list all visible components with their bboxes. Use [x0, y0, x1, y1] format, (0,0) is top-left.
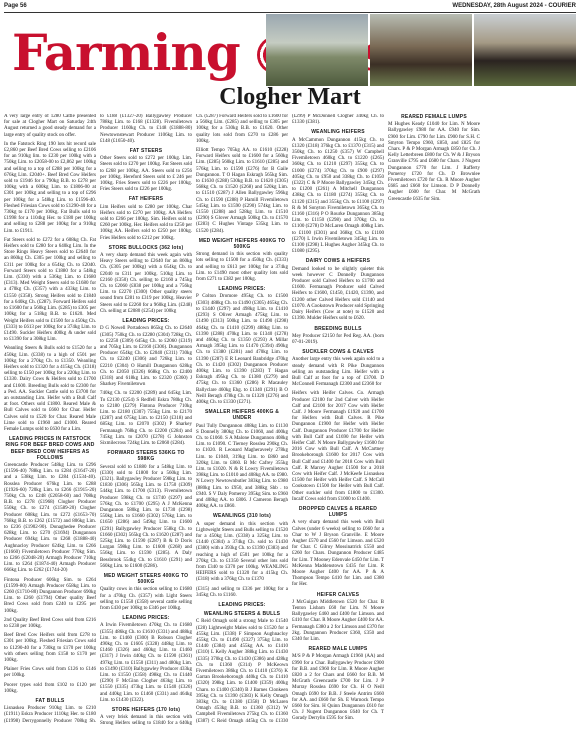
body-paragraph: Fat Steers sold to £272 for a 608kg Ch. Fat Heifers sold to £280 for a 640kg Lim. In the Store Rings Heavy Steers sold to £2640 for an 860kg Ch. £305 per 100kg and selling to £311 per 100kg for a 654kg Ch. to £2040. Forward Steers sold to £1880 for a 548kg Lim. (£330) with a 536kg Lim. to £1680 (£313). Med Weight Steers sold to £1680 for a 470kg Ch. (£357) with a 433kg Lim. to £1550 (£358). Strong Heifers sold to £1840 for a 640kg Ch. (£287). Forward Heifers sold to £1600 for a 560kg Lim. (£285) to £305 per 100kg for a 518kg B.B. to £1620. Med Weight Heifers sold to £1500 for a 450kg Ch. (£333) to £613 per 100kg for a 374kg Lim. to £1490. Suckler Heifers 400kg & under sold to £1390 for a 308kg Lim. — [4, 237, 96, 343]
body-paragraph: A very large entry of 1280 Cattle presented for sale at Clogher Mart on Saturday 24th August returned a good steady demand for a large entry of quality stock on offer. — [4, 114, 96, 138]
section-heading: STORE BULLOCKS (362 lots) — [108, 244, 184, 251]
body-paragraph: Fintona Producer 606kg Sim. to £264 (£1599-80) Armagh Producer 658kg Lim. to £260 (£1710-80) Dungannon Producer 690kg Lim. to £260 (£1794) Other quality Beef Bred Cows sold from £240 to £295 per 100kg. — [4, 577, 96, 614]
body-paragraph: M Hughes Keady £1040 for Lim. N Moore Ballygawley £980 for AA. £940 for Sim. £900 for Lim. £790 for Lim. £900 for S.H. C Smyton Tempo £960, £850, and £825 for Chars. P & P Morgan Armagh £850 for Ch. J Kelly Letterbreen £800 for Ch. W & J Bryson Granville £795 and £680 for Chars. J Nugent Dungannon £770 for Lim. J Rafferty Pomeroy £720 for Ch. D Brownlee Fivemiletown £720 for Ch. R Moore Augher £685 and £660 for Limson. D P Donnelly Augher £600 for Char. M McGrath Greencastle £635 for Sim. — [388, 122, 480, 202]
page-number: Page 56 — [4, 3, 27, 9]
body-paragraph: Greencastle Producer 548kg Lim. to £296 (£1596-40) 788kg Lim. to £284 (£1647-20) and a 538kg Lim. to £284 (£1534-40). Rosslea Producer 676kg Lim. to £288 (£1926-60) 720kg Lim. to £266 (£1915-20) 750kg Ch. to £248 (£2058-60) and 708kg B.B. to £278 (£1968) Clogher Producer 550kg Ch. to £274 (£1589-20) Clogher Producer 608kg Lim. to £272 (£1653-70) 768kg B.B. to £262 (£1572) and 806kg Lim. to £236 (£1902-90). Donaghedee Producer 628kg Lim. to £270 (£1694) Dungannon Producer 694kg Lim. to £268 (£1888-40) Aughnacloy Producer 624kg Lim. to £266 (£1660) Fivemiletown Producer 770kg Sim. to £266 (£2048-20) Armagh Producer 710kg Lim. to £264 (£1874-40) Armagh Producer 666kg Lim. to £262 (£1744-20) — [4, 462, 96, 574]
section-heading: WEANLING STEERS & BULLS — [203, 611, 281, 618]
section-heading: LEADING PRICES: — [122, 615, 170, 622]
body-paragraph: D G Nowell Portadown 865kg Ch. to £2640 (£305) 750kg Ch. to £2280 (£304) 728kg Ch. to £2250 (£309) 645kg Ch. to £2060 (£319) and 705kg Lim. to £2160 (£306). Dungannon Producer 654kg Ch. to £2040 (£311) 730kg Ch. to £2240 (£306) and 726kg Lim. to £2210 (£304) O Hamill Dungannon 628kg Ch. to £2050 (£326) 668kg Ch. to £2400 (£318) and 618kg Lim. to £2320 (£360) J Sharkey Fivemiletown — [100, 326, 192, 388]
body-paragraph: P Colton Dromore 495kg Ch. to £1500 (£303) 488kg Ch. to £1490 (£305) 465kg Ch. to £1440 (£297) and 498kg Lim. to £1410 (£293) S Oliver Armagh 475kg Lim. to £1490 (£313) 500kg Lim. to £1490 (£298) 464kg Ch. to £1410 (£299) 488kg Lim. to £1390 (£288) 470kg Lim. to £1340 (£278) and 460kg Ch. to £1350 (£293) A Millar Armagh 395kg Lim. to £1470 (£394) 490kg Ch. to £1380 (£281) and 470kg Lim. to £1390 (£287) E R Leonard Banbridge 470kg Ch. to £1420 (£302) Dungannon Producer 400kg Lim. to £1390 (£283) T Hagan Eskragh 495kg Ch. to £1380 (£279) and 475kg Ch. to £1360 (£286) R Macauley Ballyclare 460kg Ehg. to £1340 (£291) B O Neill Beragh 478kg Ch. to £1320 (£276) and 400kg Ch. to £1330 (£271). — [196, 294, 288, 405]
article-headline: Clogher Mart — [219, 84, 361, 110]
body-paragraph: Another large entry this week again sold to a steady demand with R Pike Dungannon selling an outstanding Lim. Heifer with a Bull Calf at foot for a top of £3700. D McConnell Fermanagh £2300 and £2360 for — [292, 357, 384, 388]
body-paragraph: M/S P & P Morgan Armagh £1960 (AA) and £990 for a Char. Ballygawley Producer £900 for B.B. and £960 for Lim. R Moore Augher £820 a 2 for Chars and £660 for B.B. M McGrath Greencastle £700 for Lim. J P Murray Rosslea £690 for Ch. H O Neill Omagh £690 for B.B. J Steele Antrim £660 for AA. and £660 for Sh. E Warnock Tempo £660 for Sim. H Quinn Dungannon £610 for Ch. J Nugent Dungannon £640 for Ch. T Gorady Derrylin £595 for Sim. — [292, 654, 384, 722]
body-paragraph: Beef Bred Cow Heifers sold from £278 to £301 per 100kg. Fleshed Friesian Cows sold to £1290-40 for a 730kg to £170 per 100kg with others selling from £158 to £170 per 100kg. — [4, 633, 96, 664]
body-paragraph: Other Steers sold to £272 per 100kg. Lim. Steers sold to £270 per 100kg. Fat Steers sold to £268 per 100kg. AA. Steers sold to £256 per 100kg. Hereford Steers sold to £ 246 per 100kg. Fries Steers sold to £226 per 100kg. Fries Steers sold to £226 per 100kg. — [100, 156, 192, 193]
body-paragraph: A very brisk demand in this section with Strong Heifers selling to £1840 for a 640kg Ch. (£287) Forward Heifers sold to £1600 for a 560kg Lim. (£285) and selling to £305 per 100kg for a 530kg B.B. to £1620. Other quality lots sold from £270 to £286 per 100kg. — [100, 114, 288, 727]
body-paragraph: Several sold to £1880 for a 548kg Lim. to (£330) sold to £1800 for a 560kg Lim. (£321). Ballygawley Producer 598kg Lim. to £1830 (£306) 565kg Lim. to £1750 (£309) 544kg Lim. to £1700 (£313). Fivemiletown Producer 598kg Ch. to £1740 (£297) and 576kg Ch. to £1700 (£295) A J McKenna Dungannon 580kg Lim. to £1730 (£298) 550kg Lim. to £1660 (£302) 576kg Lim. to £1650 (£286) and 549kg Lim. to £1600 (£291) Ballygawley Producer 558kg Ch. to £1660 (£302) 565kg Ch. to £1620 (£287) and 525kg Lim. to £1590 (£287) B & D Doris Lurgan 598kg Lim. to £1600 (£268) and 556kg Lim. to £1590 (£285). A Daly Bessbrook 554kg Ch. to £1610 (£291) and 560kg Lim. to £1600 (£286). — [100, 464, 192, 569]
body-paragraph: J McGuigan Middletown £520 for Char. B Tenton Lisbarn £60 for Lim. N Moore Ballygawley £460 and £400 for Limson. and £410 for Char. R Moore Augher £400 for AA. Fermanagh £380 a 2 for Limson and £370 for 2kg. Dungannon Producer £360, £350 and £340 for Lim. — [292, 599, 384, 643]
section-heading: LEADING PRICES: — [122, 318, 170, 325]
section-heading: DROPPED CALVES & REARED LUMPS — [298, 505, 378, 519]
body-paragraph: Mey Producer £2150 for Ped Reg. AA. (born 07-01-2019). — [292, 333, 384, 345]
body-paragraph: A super demand in this section with Lightweight Steers and Bulls selling to £1520 for a 450kg Lim. (£338) a 325kg Lim. to £1440 (£384) a 374kg Ch. sold to £1430 (£380) with a 393kg Ch. to £1390 (£383) and reaching a high of £501 per 100kg for a 270kg Ch. to £1350 Several other lots sold from £340 to £370 per 100kg. WEANLING HEIFERS sold to £1320 for a 415kg Ch. (£318) with a 376kg Ch. to £1370 — [196, 521, 288, 583]
section-heading: DAIRY COWS & HEIFERS — [305, 258, 371, 265]
cattle-photo — [266, 14, 368, 86]
section-heading: FAT HEIFERS — [128, 196, 164, 203]
body-paragraph: 740kg Ch. to £2200 (£289) and 645kg Lim. To £2130 (£254) S Redfell Eskra 780kg Ch. to £2180 (£279) Fintona Producer 710kg Lim. to £2180 (£307) 755kg Lim. to £2170 (£287) and 675kg Lim. to £2150 (£318) and 685kg Lim. to £2070 (£302) P Sharkey Fermanagh 768kg Ch. to £2200 (£284) and 745kg Lim. to £2070 (£278) G Johnston Sixmilecross 724kg Lim. to £2060 (£284). — [100, 391, 192, 446]
section-heading: MED WEIGHT STEERS 400KG TO 500KG — [103, 573, 189, 586]
body-paragraph: A very sharp demand this week with Bull Calves (under 6 weeks) selling to £660 for a Char to W J Bryson Granville. E Moore Augher £570 and £560 for Limson. and £520 for Char. C Gilroy Mossinatrick £550 and £260 for Chars. Dungannon Producer £485 for Lim. T Mooney Edenvale £450 for Lim. T McKenna Maddenstown £435 for Lim. R Moore Augher £400 for AA. P & A Thompson Tempo £410 for Lim. and £380 for Her. — [292, 520, 384, 588]
section-heading: FAT STEERS — [129, 148, 163, 155]
body-paragraph: A McCammon Dungannon 415kg Ch. to £1320 (£318) 376kg Ch. to £1370 (£315) and 350kg Ch. to £1250 (£357) W Campbell Fivemiletown 460kg Ch. to £1220 (£265) 360kg Ch. to £1210 (£297) 355kg Ch. to £1000 (£274) 370kg Ch. to £900 (£297) 405kg Ch. to £950 and 338kg Ch. to £1050 (£322) C & P Moore Ballygawley 345kg Ch. to £1200 (£261) A Mitchell Dungannon 438kg Ch. to £1180 (£274) 355kg Ch. to £1120 (£315) and 355kg Ch. to £1100 (£297) R & M Sonyton Fivemiletown 365kg Ch. to £1160 (£316) P O Rourke Dungannon 385kg Lim. to £1150 (£298) and 370kg Ch. to £1100 (£278) D McLaren Omagh 408kg Lim. to £1100 (£301) and 368kg Ch. to £1100 (£270) L Irwin Fivemiletown 345kg Lim. to £1100 (£298) L Hughes Augher 345kg Ch. to £1080 (£295). — [292, 137, 384, 255]
section-heading: HEIFER CALVES — [316, 591, 360, 598]
body-paragraph: In the Fatstock Ring 190 lots hit record sale £2,860 per Beef Bred Cows selling to £2106 for an 910kg lim. to £230 per 100kg with a 750kg Lim. to £2058-00 to £2,862 per 100kg and selling to a top of £288 per 100kg for a 676kg Lim. £2040+. Beef Bred Cow Heifers sold to £1946 for a 790kg B.B. to £278 per 100kg with a 600kg Lim. to £1806-00 at £301 per 100kg and selling to a top of £296 per 100kg for a 548kg Lim. to £1596-40. Fleshed Friesian Cows sold to £1290-40 for a 730kg to £170 per 100kg. Fat Bulls sold to £1998 for a 1104kg Her. to £180 per 100kg and selling to £288 per 100kg for a 910kg Lim. to £1911. — [4, 141, 96, 234]
section-heading: SUCKLER COWS & CALVES — [302, 349, 374, 356]
section-heading: REARED FEMALE LUMPS — [401, 114, 467, 120]
page-header — [4, 3, 576, 13]
body-paragraph: Paul Tully Dungannon 408kg Lim. to £1130 S Donnelly 380kg Ch. to £1060, and 400kg Ch. to £1060. S A Malone Dungannon 408kg Lim. to £1090. C Tierney Rosslea 290kg Ch. to £1020. R Leonard Magheraveely 278kg Lim. to £1040, 319kg Lim. to £860 and 320kg Lim. to £860. B Mc Cafrey 355kg Lim. to £1020. N & R Lowry Fivemiletown 398kg Lim. to £1010 and 408kg AA. to £980. N Lowry Newtownbutler 383kg Lim. to £980 (880kg Lim. to £950, and 388kg Shb . to £940. S V Daly Pomeroy 395kg Sim. to £960 and 408kg AA. to £806. J Cameron Beragh 400kg AA. to £860. — [196, 423, 288, 510]
body-paragraph: (£315) and selling to £336 per 100kg for a 345kg Ch. to £1160. — [196, 586, 288, 598]
section-heading: REARED MALE LUMPS — [308, 646, 368, 653]
section-heading: FORWARD STEERS 536KG TO 598KG — [107, 450, 185, 463]
body-paragraph: A Irwin Fivemiletown 470kg Ch. to £1680 (£355) 486kg Ch. to £1610 (£331) and 488kg Lim. to £1460 (£300) B Robson Clogher 490kg Ch. to £1605 (£328) 448kg Lim. to £1460 (£326) and 460kg Lim. to £1460 (£317) J Irwin 440kg Ch. to £1590 (£361) 497kg Lim. to £1550 (£311) and 480kg Lim. to £1490 (£310) Ballygawley Producer 433kg Lim. to £1550 (£358) 498kg Ch. to £1440 (£290) F McGinn Clogher 463kg Lim. to £1550 (£335) 473kg Lim. to £1540 (£326) and 440kg Lim. to £1460 (£331) and 464kg Lim. to £1430 (£322). — [100, 623, 192, 703]
body-paragraph: Quality cows in this section selling to £1680 for a 470kg Ch. (£357) with Light Steers selling to £1550 (£358) several cattle selling from £430 per 100kg to £346 per 100kg. — [100, 587, 192, 612]
body-paragraph: Plainer Fries Cows sold from £126 to £146 per 100kg. — [4, 667, 96, 679]
cattle-photo — [474, 14, 576, 86]
section-heading: WEANLINGS (310 lots) — [213, 513, 271, 520]
section-heading: MED WEIGHT HEIFERS 400KG TO 500KG — [198, 237, 286, 251]
section-heading: WEANLING HEIFERS — [311, 129, 365, 136]
section-heading: LEADING PRICES: — [218, 602, 266, 609]
body-paragraph: Weanling Steers & Bulls sold to £1520 for a 450kg Lim. (£338) to a high of £501 per 100kg for a 270kg Ch. to £1350. Weanling Heifers sold to £1320 for a 415kg Ch. (£318) selling to £150 per 100kg for a 220kg Lim. to £1330. Dairy Cows & Heifers sold to £1700 and £1600. Breeding Bulls sold to £2300 for a Ped. AA. Suckler Cattle sold to £3700 for an outstanding Lim. Heifer with a Bull Calf at foot. Others sold £1800. Reared Male & Bull Calves sold to £660 for Char. Heifer Calves sold to £520 for Char. Reared Male Lime sold to £1960 and £1000. Reared Female Lumps sold to £630 for a Lim. — [4, 346, 96, 432]
section-heading: STORE HEIFERS (170 lots) — [111, 707, 181, 714]
body-paragraph: Demand looked to be slightly quieter this week however C Donnelly Dungannon Producer sold Calved Heifers to £1700 and £1600. Fermanagh Producer sold Calved Heifers to £1600, £1450, £1420, £1390, and £1200 other Calved Heifers sold £1140 and £1070. A Cookstown Producer sold Springing Dairy Heifers (Cow at note) to £1520 and £1390. Mulder Heifers sold to £620. — [292, 266, 384, 322]
body-paragraph: Heifers with Heifer Calves. Co. Armagh Producer £2100 for 2nd Calver with Heifer Calf and £2100 for 2017 Cow with Heifer Calf. J Moore Fermanagh £1920 and £1700 for Heifers with Bull Calves. R Pike Dungannon £1900 for Heifer with Heifer Calf. Dungannon Producer £1700 for Heifer with Bull Calf and £1690 for Heifer with Heifer Calf. N Moore Ballygawley £1600 for 2016 Cow with Bull Calf. A McCartney Brookeborough £1600 for 2017 Cow with Bull Calf and £1400 for 2018 Cow with Bull Calf. R Marcey Augher £1500 for a 2018 Cow with Heifer Calf. J McKeefe Lisnaskea £1500 for Heifer with Heifer Calf. S McCall Cookstown £1500 for Heifer with Bull Calf. Other suckler sold from £1800 to £1300. Incalf Cows sold from £1000 to £1400. — [292, 391, 384, 502]
body-paragraph: C Reid Omagh sold a strong Male to £1540 (£28) Lightweight Males sold to £1520 for a 455kg Lim. (£338) F Simpson Aughnacloy 455kg Ch. to £1490 (£327) 375kg Lim. to £1440 (£384) and 455kg AA. to £1410 (£310) L Kelly Augher 388kg Lim. to £1430 (£335) 370kg Ch. to £1430 (£386) and 428kg Ch. to £1360 (£314) P McKeown Fivemiletown 386kg Ch. to £1410 (£376) K Garran Brookeborough 440kg Ch. to £1410 (£320) 398kg Lim. to £1400 (£359) 400kg Charo. to £1400 (£340) B J Barnes Clonkeen 395kg Ch. to £1390 (£383) K Kelly Omagh 383kg Ch. to £1380 (£358) D McLaren Omagh 453kg B.B. to £1360 (£312) W Campbell Fivemiletown 275kg Ch. to £1360 (£387) C Reid Omagh 445kg Ch. to £1330 (£299) P McDonnell Clogher 340kg Ch. to £1330 (£381). — [196, 114, 384, 724]
section-heading: FAT BULLS — [35, 698, 65, 705]
body-paragraph: Poorer types sold from £102 to £120 per 100kg. — [4, 682, 96, 694]
body-paragraph: Elliott Tempo 705kg AA. to £1610 (£228) Forward Heifers sold to £1600 for a 560kg Lim. (£285) 560kg Lim. to £1610 (£285) and 576kg Lim. to £1590 (£276) for B Gaile Dungannon. T O Hagan Eskragh 565kg Sim. to £1630 (£288) 530kg B.B. to £1620 (£305) 568kg Ch. to £1520 (£268) and 520kg Lim. to £1510 (£287) J Allen Ballygawley 596kg Ch. to £1590 (£288) P Hamill Fivemiletown 545kg Lim. to £1590 (£290) 574kg Lim. to £1550 (£288) and 528kg Lim. to £1510 (£290) S Glover Armagh 500kg Ch. to £1570 (£283) C Hughes Vintage 535kg Lim. to £1520 (£284). — [196, 148, 288, 234]
section-heading: LEADING PRICES IN FATSTOCK RING FOR BEEF BRED COWS AND BEEF BRED COW HEIFERS AS FOLLOWS — [5, 436, 95, 461]
body-paragraph: 2nd Quality Beef Bred Cows sold from £216 to £238 per 100kg. — [4, 617, 96, 630]
article-body — [4, 114, 576, 730]
body-paragraph: Lim Heifers sold to £280 per 100kg. Char Heifers sold to £270 per 100kg. AA Heifers sold to £266 per 100kg. Sim. Heifers sold to £260 per 100kg. Her. Heifers sold to £250 per 100kg AA. Heifers sold to £250 per 100kg. Fries Heifers sold to £212 per 100kg. — [100, 204, 192, 241]
masthead-photos — [266, 14, 576, 86]
section-heading: LEADING PRICES: — [218, 286, 266, 293]
body-paragraph: Lisnaskea Producer 910kg Lim. to £210 (£1911) Eskra Producer 1110kg Her. to £180 (£1998) Derrygonnelly Producer 708kg Sh. to £188 (£1327-20) Ballygawley Producer 788kg Lim. to £168 (£1328). Fivemiletown Producer 1160kg Ch. to £148 (£1888-80) Newtownstewart Producer 1106kg Lim. to £148 (£1650-40). — [4, 114, 192, 724]
masthead-title-part1: Farming — [12, 23, 240, 82]
cattle-photo — [370, 14, 472, 86]
section-heading: BREEDING BULLS — [314, 325, 362, 332]
masthead — [4, 14, 576, 86]
issue-date: WEDNESDAY, 28th August 2024 - COURIER — [452, 3, 576, 9]
body-paragraph: A very sharp demand this week again with Heavy Steers selling to £2640 for an 860kg Ch. (£305 per 100kg) with a 654kg Ch. to £2040 to £311 per 100kg. 510kg Lim. to £2160 (£350) Ch. selling to £2160 a 745kg Ch. to £2060 (£838 per 100kg and a 756kg Lim. to £2270 (£300) Other quality steers sound from £281 to £319 per 100kg. Heavier Steers sold to £2260 for a 960kg Lim. (£248) Ch. selling at £2080 (£254) per 100kg — [100, 253, 192, 314]
body-paragraph: Strong demand in this section with quality lots selling to £1500 for a 450kg Ch. (£333) and selling to £613 per 100kg for a 374kg Lim. to £1490 most other quality lots sold from £271 to £382 per 100kg. — [196, 252, 288, 283]
section-heading: SMALLER HEIFERS 400KG & UNDER — [204, 409, 280, 422]
